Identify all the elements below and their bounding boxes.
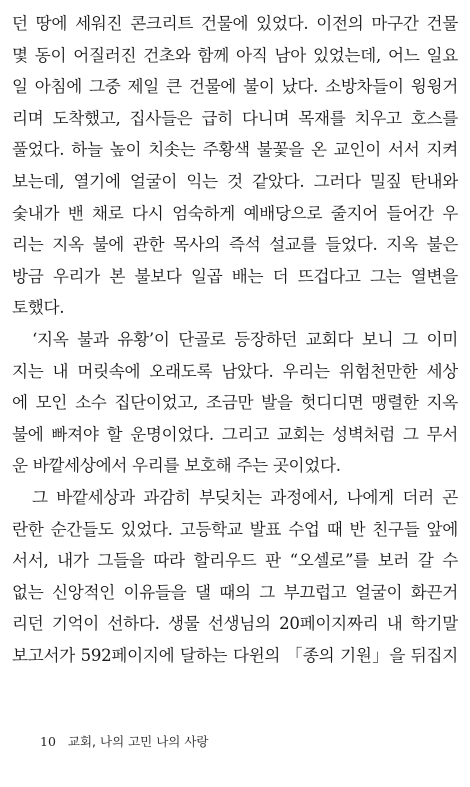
running-title: 교회, 나의 고민 나의 사랑 xyxy=(67,734,209,749)
page-footer xyxy=(40,732,209,750)
text-line: 몇 동이 어질러진 건초와 함께 아직 남아 있었는데, 어느 일요 xyxy=(12,45,458,65)
body-text xyxy=(12,8,458,671)
text-line: 불에 빠져야 할 운명이었다. 그리고 교회는 성벽처럼 그 무서 xyxy=(12,424,458,444)
page-number: 10 xyxy=(40,734,56,749)
text-line: 운 바깥세상에서 우리를 보호해 주는 곳이었다. xyxy=(12,456,341,476)
text-line: ‘지옥 불과 유황’이 단골로 등장하던 교회다 보니 그 이미 xyxy=(32,329,458,349)
text-line: 리며 도착했고, 집사들은 급히 다니며 목재를 치우고 호스를 xyxy=(12,108,458,128)
text-line: 그 바깥세상과 과감히 부딪치는 과정에서, 나에게 더러 곤 xyxy=(32,487,458,507)
text-line: 던 땅에 세워진 콘크리트 건물에 있었다. 이전의 마구간 건물 xyxy=(12,14,458,33)
text-line: 토했다. xyxy=(12,298,65,318)
text-line: 숯내가 밴 채로 다시 엄숙하게 예배당으로 줄지어 들어간 우 xyxy=(12,203,458,223)
text-line: 에 모인 소수 집단이었고, 조금만 발을 헛디디면 맹렬한 지옥 xyxy=(12,393,458,413)
text-line: 보는데, 열기에 얼굴이 익는 것 같았다. 그러다 밀짚 탄내와 xyxy=(12,171,458,191)
text-line: 리는 지옥 불에 관한 목사의 즉석 설교를 들었다. 지옥 불은 xyxy=(12,235,458,255)
text-line: 지는 내 머릿속에 오래도록 남았다. 우리는 위험천만한 세상 xyxy=(12,361,458,381)
text-line: 리던 기억이 선하다. 생물 선생님의 20페이지짜리 내 학기말 xyxy=(12,614,458,634)
text-line: 보고서가 592페이지에 달하는 다윈의 「종의 기원」을 뒤집지 xyxy=(12,645,458,665)
text-line: 서서, 내가 그들을 따라 할리우드 판 “오셀로”를 보러 갈 수 xyxy=(12,551,458,571)
text-line: 방금 우리가 본 불보다 일곱 배는 더 뜨겁다고 그는 열변을 xyxy=(12,266,458,286)
text-line: 풀었다. 하늘 높이 치솟는 주황색 불꽃을 온 교인이 서서 지켜 xyxy=(12,140,458,160)
text-line: 란한 순간들도 있었다. 고등학교 발표 수업 때 반 친구들 앞에 xyxy=(12,519,458,539)
text-line: 일 아침에 그중 제일 큰 건물에 불이 났다. 소방차들이 윙윙거 xyxy=(12,77,458,97)
text-line: 없는 신앙적인 이유들을 댈 때의 그 부끄럽고 얼굴이 화끈거 xyxy=(12,582,458,602)
